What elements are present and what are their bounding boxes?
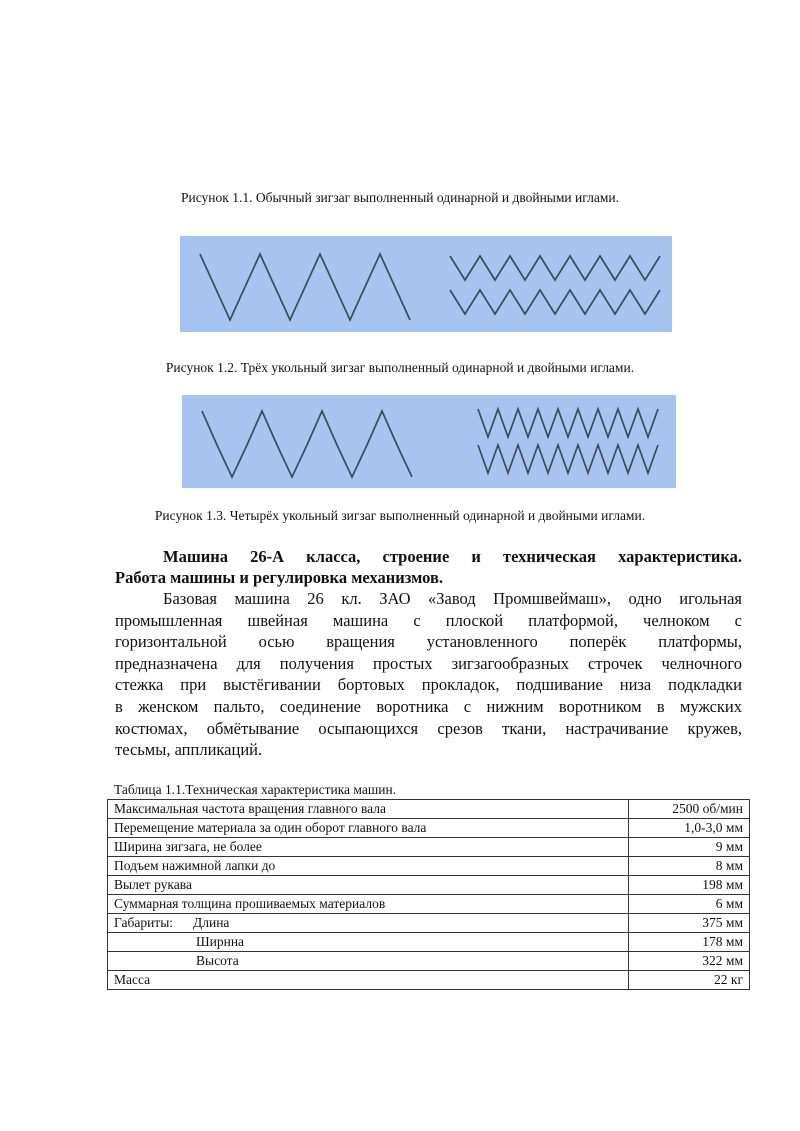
- paragraph-line: предназначена для получения простых зигзагообразных строчек челночного: [115, 653, 742, 673]
- paragraph-line: костюмах, обмётывание осыпающихся срезов ткани, настрачивание кружев,: [115, 718, 742, 738]
- single-needle-zigzag: [200, 254, 410, 320]
- figure-2-caption: Рисунок 1.2. Трёх укольный зигзаг выполненный одинарной и двойными иглами.: [165, 360, 635, 375]
- dimension-length-label: Длина: [193, 915, 230, 930]
- spec-label: Перемещение материала за один оборот главного вала: [108, 819, 629, 838]
- spec-value: 8 мм: [629, 857, 750, 876]
- spec-label: Вылет рукава: [108, 876, 629, 895]
- heading-line-1: Машина 26-А класса, строение и техническая характеристика.: [163, 547, 742, 566]
- paragraph-line: в женском пальто, соединение воротника с нижним воротником в мужских: [115, 696, 742, 716]
- three-stitch-zigzag-single: [202, 411, 412, 477]
- spec-value: 178 мм: [629, 933, 750, 952]
- table-row: [108, 971, 750, 990]
- spec-value: 322 мм: [629, 952, 750, 971]
- spec-label: Подъем нажимной лапки до: [108, 857, 629, 876]
- spec-value: 2500 об/мин: [629, 800, 750, 819]
- paragraph-line: Базовая машина 26 кл. ЗАО «Завод Промшвеймаш», одно игольная: [163, 589, 742, 608]
- figure-1-zigzag-image: [180, 236, 672, 332]
- table-row: [108, 819, 750, 838]
- dimensions-label: Габариты:: [114, 915, 174, 930]
- specs-table: [107, 799, 750, 990]
- table-row: [108, 914, 750, 933]
- table-row: [108, 838, 750, 857]
- spec-value: 198 мм: [629, 876, 750, 895]
- figure-1-svg: [180, 236, 672, 332]
- table-row: [108, 857, 750, 876]
- double-needle-zigzag-bottom: [450, 290, 660, 314]
- spec-value: 22 кг: [629, 971, 750, 990]
- spec-value: 9 мм: [629, 838, 750, 857]
- table-row: [108, 876, 750, 895]
- table-caption: Таблица 1.1.Техническая характеристика машин.: [114, 782, 397, 797]
- spec-label: Ширнна: [108, 933, 629, 952]
- spec-value: 375 мм: [629, 914, 750, 933]
- three-stitch-zigzag-double-bottom: [478, 445, 658, 473]
- heading-line-2: Работа машины и регулировка механизмов.: [115, 568, 444, 587]
- spec-label: Суммарная толщина прошиваемых материалов: [108, 895, 629, 914]
- table-row: [108, 800, 750, 819]
- spec-label: Максимальная частота вращения главного вала: [108, 800, 629, 819]
- table-row: [108, 952, 750, 971]
- spec-value: 6 мм: [629, 895, 750, 914]
- spec-label: Ширина зигзага, не более: [108, 838, 629, 857]
- figure-2-svg: [182, 395, 676, 488]
- spec-value: 1,0-3,0 мм: [629, 819, 750, 838]
- section-heading: [115, 546, 742, 588]
- table-row: [108, 933, 750, 952]
- spec-label: [108, 914, 629, 933]
- three-stitch-zigzag-double-top: [478, 409, 658, 437]
- figure-2-zigzag-image: [182, 395, 676, 488]
- spec-label: Высота: [108, 952, 629, 971]
- figure-3-caption: Рисунок 1.3. Четырёх укольный зигзаг выполненный одинарной и двойными иглами.: [154, 508, 646, 523]
- figure-1-caption: Рисунок 1.1. Обычный зигзаг выполненный одинарной и двойными иглами.: [181, 190, 619, 205]
- double-needle-zigzag-top: [450, 256, 660, 280]
- paragraph-line: промышленная швейная машина с плоской платформой, челноком с: [115, 610, 742, 630]
- description-paragraph: [115, 588, 742, 761]
- paragraph-line: тесьмы, аппликаций.: [115, 740, 263, 760]
- spec-label: Масса: [108, 971, 629, 990]
- paragraph-line: горизонтальной осью вращения установленного поперёк платформы,: [115, 632, 742, 652]
- paragraph-line: стежка при выстёгивании бортовых прокладок, подшивание низа подкладки: [115, 675, 742, 695]
- table-row: [108, 895, 750, 914]
